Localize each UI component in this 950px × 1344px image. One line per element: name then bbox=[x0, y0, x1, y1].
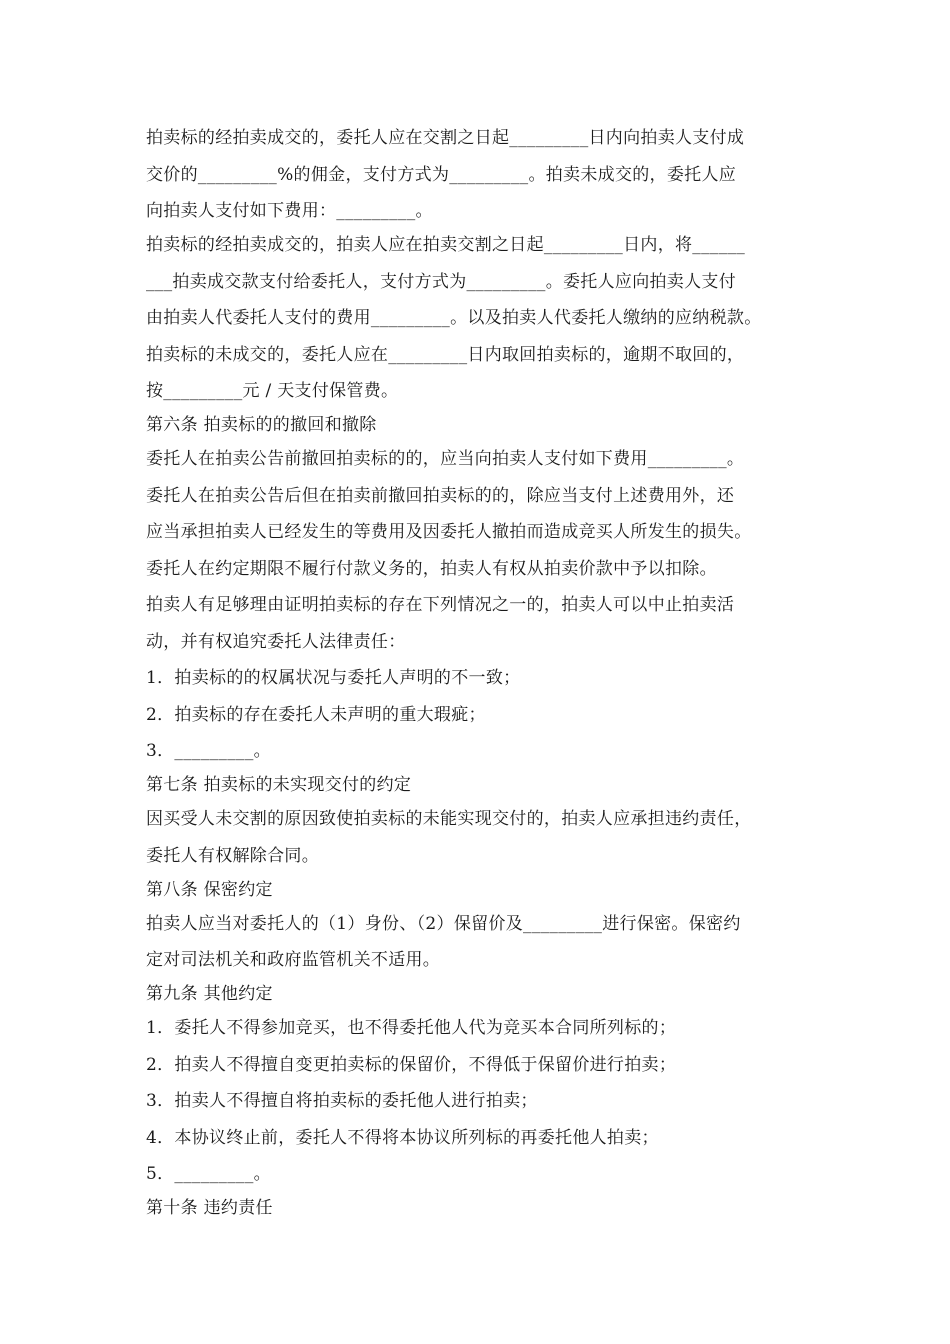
text-line: 交价的_________%的佣金，支付方式为_________。拍卖未成交的，委托人应 bbox=[146, 164, 737, 185]
article-heading: 第八条 保密约定 bbox=[146, 879, 273, 900]
text-line: 拍卖标的经拍卖成交的，委托人应在交割之日起_________日内向拍卖人支付成 bbox=[146, 128, 745, 148]
list-item: 5．_________。 bbox=[146, 1164, 271, 1184]
contract-text bbox=[146, 122, 836, 1226]
list-item: 4．本协议终止前，委托人不得将本协议所列标的再委托他人拍卖； bbox=[146, 1127, 659, 1148]
article-heading: 第九条 其他约定 bbox=[146, 984, 273, 1004]
text-line: 应当承担拍卖人已经发生的等费用及因委托人撤拍而造成竞买人所发生的损失。 bbox=[146, 522, 752, 542]
text-line: 定对司法机关和政府监管机关不适用。 bbox=[146, 950, 441, 970]
list-item: 3．拍卖人不得擅自将拍卖标的委托他人进行拍卖； bbox=[146, 1091, 538, 1111]
text-line: 拍卖人有足够理由证明拍卖标的存在下列情况之一的，拍卖人可以中止拍卖活 bbox=[146, 595, 735, 615]
article-heading: 第十条 违约责任 bbox=[146, 1198, 273, 1218]
text-line: 委托人在拍卖公告前撤回拍卖标的的，应当向拍卖人支付如下费用_________。 bbox=[146, 449, 745, 469]
text-line: 动，并有权追究委托人法律责任： bbox=[146, 631, 406, 652]
text-line: 由拍卖人代委托人支付的费用_________。以及拍卖人代委托人缴纳的应纳税款。 bbox=[146, 308, 762, 328]
text-line: 向拍卖人支付如下费用：_________。 bbox=[146, 201, 433, 221]
text-line: 委托人在拍卖公告后但在拍卖前撤回拍卖标的的，除应当支付上述费用外，还 bbox=[146, 485, 735, 506]
text-line: 委托人在约定期限不履行付款义务的，拍卖人有权从拍卖价款中予以扣除。 bbox=[146, 558, 717, 579]
text-line: 拍卖标的经拍卖成交的，拍卖人应在拍卖交割之日起_________日内，将______ bbox=[146, 235, 746, 255]
list-item: 3．_________。 bbox=[146, 741, 271, 761]
text-line: 拍卖人应当对委托人的（1）身份、（2）保留价及_________进行保密。保密约 bbox=[146, 913, 741, 934]
text-line: ___拍卖成交款支付给委托人，支付方式为_________。委托人应向拍卖人支付 bbox=[146, 271, 736, 292]
text-line: 因买受人未交割的原因致使拍卖标的未能实现交付的，拍卖人应承担违约责任， bbox=[146, 809, 752, 829]
list-item: 2．拍卖标的存在委托人未声明的重大瑕疵； bbox=[146, 704, 486, 725]
text-line: 委托人有权解除合同。 bbox=[146, 845, 319, 866]
text-line: 拍卖标的未成交的，委托人应在_________日内取回拍卖标的，逾期不取回的， bbox=[146, 344, 745, 365]
list-item: 1．拍卖标的的权属状况与委托人声明的不一致； bbox=[146, 668, 521, 688]
article-heading: 第七条 拍卖标的未实现交付的约定 bbox=[146, 775, 412, 795]
list-item: 1．委托人不得参加竞买，也不得委托他人代为竞买本合同所列标的； bbox=[146, 1018, 677, 1038]
list-item: 2．拍卖人不得擅自变更拍卖标的保留价，不得低于保留价进行拍卖； bbox=[146, 1054, 677, 1075]
text-line: 按_________元 / 天支付保管费。 bbox=[146, 381, 399, 401]
article-heading: 第六条 拍卖标的的撤回和撤除 bbox=[146, 415, 377, 435]
